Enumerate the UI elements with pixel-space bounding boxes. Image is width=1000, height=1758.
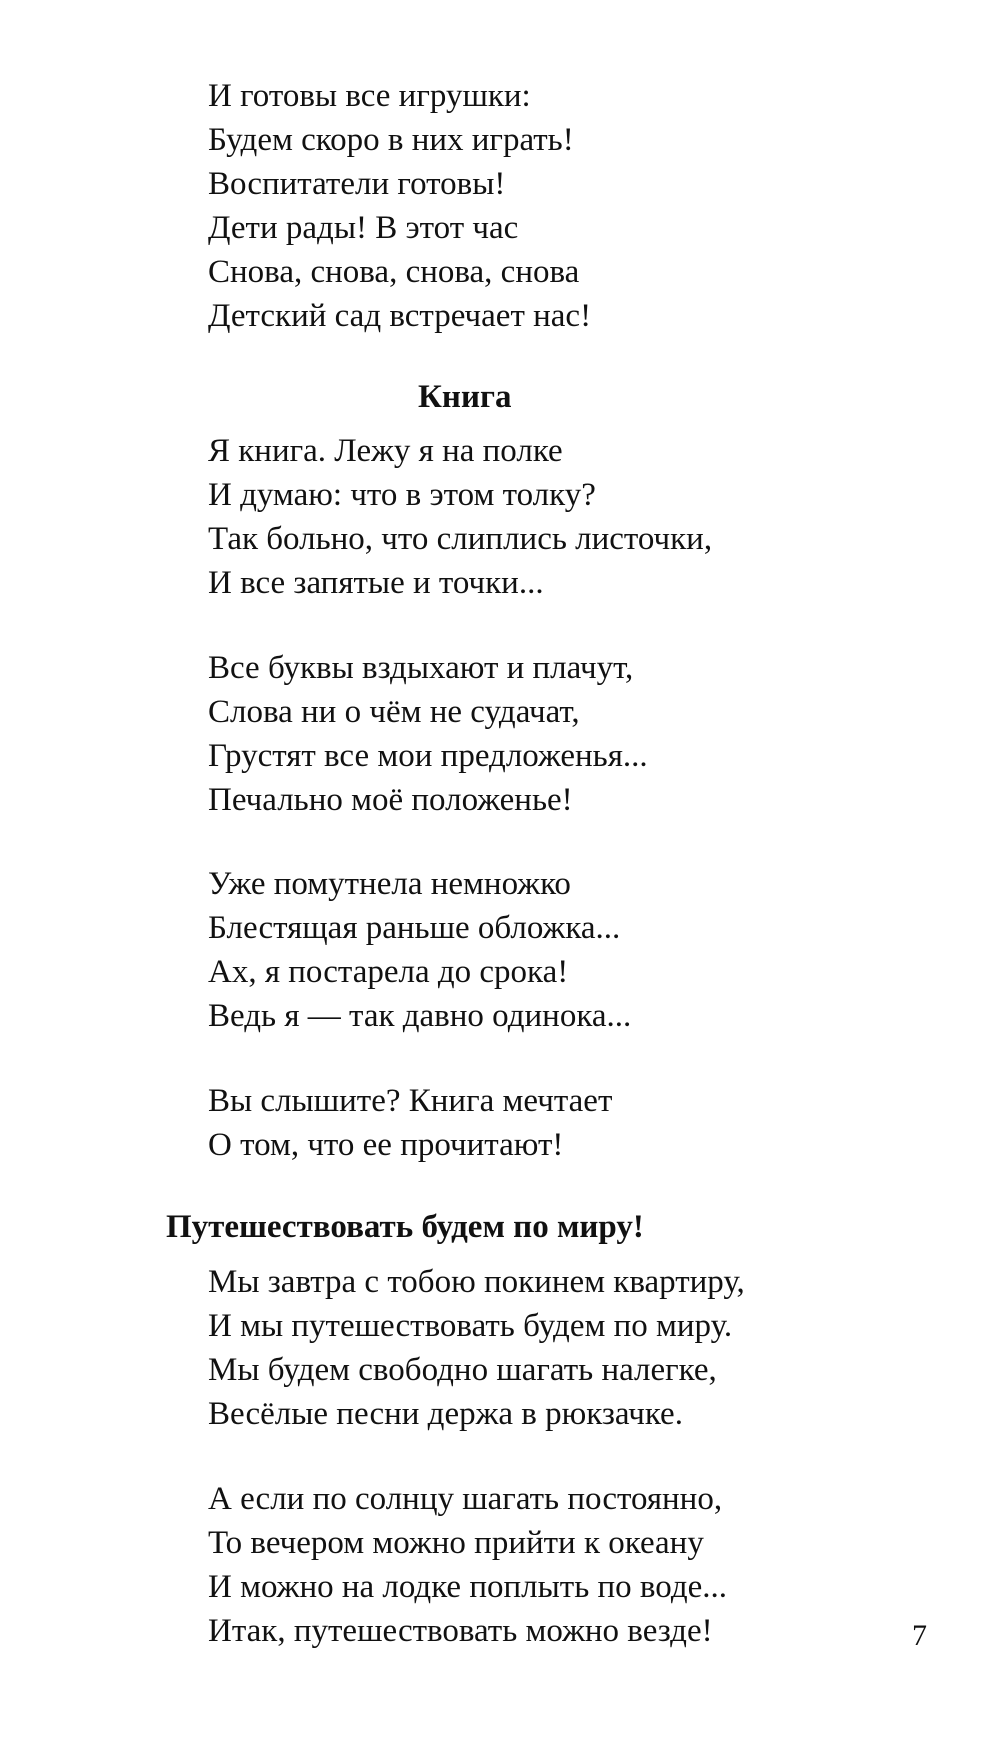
poem-line: Мы завтра с тобою покинем квартиру, [208,1264,745,1300]
poem-title-travel: Путешествовать будем по миру! [166,1209,644,1245]
poem-line: Ведь я — так давно одинока... [208,998,632,1034]
poem-line: Слова ни о чём не судачат, [208,694,580,730]
poem-line: Итак, путешествовать можно везде! [208,1613,713,1649]
poem-line: Блестящая раньше обложка... [208,910,621,946]
poem-line: О том, что ее прочитают! [208,1127,564,1163]
poem-line: Ах, я постарела до срока! [208,954,569,990]
poem-line: Дети рады! В этот час [208,210,519,246]
poem-line: Весёлые песни держа в рюкзачке. [208,1396,683,1432]
page-number: 7 [912,1619,927,1652]
poem-line: И думаю: что в этом толку? [208,477,596,513]
poem-line: И готовы все игрушки: [208,78,531,114]
poem-line: То вечером можно прийти к океану [208,1525,704,1561]
poem-line: А если по солнцу шагать постоянно, [208,1481,723,1517]
poem-line: И можно на лодке поплыть по воде... [208,1569,728,1605]
poem-line: И мы путешествовать будем по миру. [208,1308,733,1344]
poem-title-book: Книга [418,379,512,415]
poem-line: Мы будем свободно шагать налегке, [208,1352,717,1388]
poem-line: Будем скоро в них играть! [208,122,574,158]
poem-line: Все буквы вздыхают и плачут, [208,650,634,686]
poem-line: И все запятые и точки... [208,565,544,601]
poem-line: Вы слышите? Книга мечтает [208,1083,613,1119]
poem-line: Печально моё положенье! [208,782,573,818]
poem-line: Я книга. Лежу я на полке [208,433,563,469]
poem-line: Снова, снова, снова, снова [208,254,580,290]
poem-line: Воспитатели готовы! [208,166,506,202]
poem-line: Детский сад встречает нас! [208,298,592,334]
poem-line: Уже помутнела немножко [208,866,571,902]
poem-line: Грустят все мои предложенья... [208,738,648,774]
poem-line: Так больно, что слиплись листочки, [208,521,713,557]
